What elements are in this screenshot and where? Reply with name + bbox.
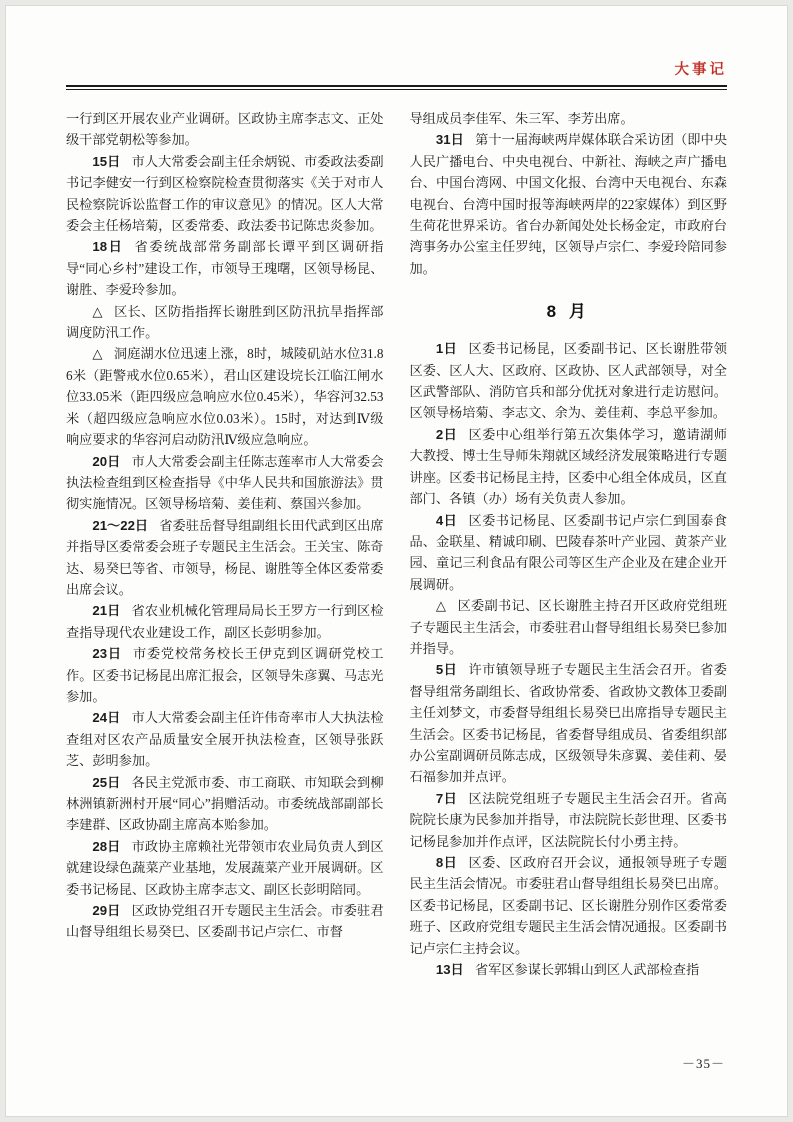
entry-date: 21日 (92, 603, 121, 619)
header-title: 大事记 (674, 62, 727, 78)
entry-text: 洞庭湖水位迅速上涨，8时，城陵矶站水位31.86米（距警戒水位0.65米），君山区建设垸长江临江闸水位33.05米（距四级应急响应水位0.45米），华容河32.53米（超四级应急响应水位0.03米）。15时，对达到Ⅳ级响应要求的华容河启动防汛Ⅳ级应急响应。 (66, 346, 384, 448)
entry-paragraph (66, 151, 384, 237)
entry-text: 省委驻岳督导组副组长田代武到区出席并指导区委常委会班子专题民主生活会。王关宝、陈奇达、易癸巳等省、市领导，杨昆、谢胜等全体区委常委出席会议。 (66, 517, 384, 597)
section-heading: 8 月 (546, 302, 590, 322)
entry-date: 23日 (92, 646, 122, 662)
entry-date: 21～22日 (92, 517, 149, 533)
entry-text: 市人大常委会副主任余炳锐、市委政法委副书记李健安一行到区检察院检查贯彻落实《关于对市人民检察院诉讼监督工作的审议意见》的情况。区人大常委会主任杨培菊，区委常委、政法委书记陈忠炎参加。 (66, 153, 384, 234)
entry-paragraph (66, 707, 384, 771)
entry-paragraph (66, 451, 384, 515)
entry-text: 区委、区政府召开会议，通报领导班子专题民主生活会情况。市委驻君山督导组组长易癸巳出席。区委书记杨昆，区委副书记、区长谢胜分别作区委常委班子、区政府党组专题民主生活会情况通报。区委副书记卢宗仁主持会议。 (409, 855, 727, 956)
entry-text: 区法院党组班子专题民主生活会召开。省高院院长康为民参加并指导，市法院院长彭世理、区委书记杨昆参加并作点评，区法院院长付小勇主持。 (409, 790, 727, 849)
entry-paragraph (66, 772, 384, 836)
entry-paragraph (66, 108, 384, 151)
entry-text: 市政协主席赖社光带领市农业局负责人到区就建设绿色蔬菜产业基地，发展蔬菜产业开展调研。区委书记杨昆、区政协主席李志文、副区长彭明陪同。 (66, 838, 384, 897)
entry-paragraph (410, 129, 728, 279)
text-columns (66, 108, 727, 980)
entry-text: 一行到区开展农业产业调研。区政协主席李志文、正处级干部党朝松等参加。 (66, 111, 384, 148)
page-number: －35－ (681, 1056, 725, 1071)
entry-date: 18日 (92, 239, 124, 255)
entry-paragraph (410, 108, 728, 129)
entry-date: △ (435, 598, 447, 614)
entry-date: 1日 (435, 341, 458, 357)
entry-text: 导组成员李佳军、朱三军、李芳出席。 (409, 111, 634, 126)
header-rule (66, 85, 727, 90)
entry-date: 2日 (435, 426, 458, 442)
entry-date: 25日 (92, 774, 121, 790)
entry-date: 29日 (92, 903, 121, 919)
entry-text: 各民主党派市委、市工商联、市知联会到柳林洲镇新洲村开展“同心”捐赠活动。市委统战部副部长李建群、区政协副主席高本贻参加。 (66, 774, 384, 833)
entry-paragraph (66, 515, 384, 601)
entry-paragraph (66, 900, 384, 943)
entry-text: 区政协党组召开专题民主生活会。市委驻君山督导组组长易癸巳、区委副书记卢宗仁、市督 (66, 903, 384, 940)
entry-date: 8日 (435, 855, 458, 870)
entry-paragraph (410, 788, 728, 852)
entry-paragraph (410, 595, 728, 659)
entry-paragraph (66, 236, 384, 300)
entry-date: 7日 (435, 790, 458, 806)
entry-paragraph (66, 643, 384, 707)
entry-date: △ (92, 346, 103, 362)
entry-date: 15日 (92, 153, 121, 169)
entry-text: 区委中心组举行第五次集体学习，邀请湖师大教授、博士生导师朱翔就区域经济发展策略进行专题讲座。区委书记杨昆主持，区委中心组全体成员，区直部门、各镇（办）场有关负责人参加。 (409, 426, 727, 507)
entry-date: 13日 (435, 962, 464, 978)
entry-text: 省军区参谋长郭辑山到区人武部检查指 (474, 962, 700, 978)
entry-text: 市人大常委会副主任陈志莲率市人大常委会执法检查组到区检查指导《中华人民共和国旅游法》贯彻实施情况。区领导杨培菊、姜佳莉、蔡国兴参加。 (66, 453, 384, 512)
right-column (410, 108, 728, 980)
entry-paragraph (410, 338, 728, 424)
entry-text: 许市镇领导班子专题民主生活会召开。省委督导组常务副组长、省政协常委、省政协文教体卫委副主任刘梦文，市委督导组组长易癸巳出席指导专题民主生活会。区委书记杨昆，省委督导组成员、省委组织部办公室副调研员陈志成，区级领导朱彦翼、姜佳莉、晏石福参加并点评。 (409, 662, 727, 785)
entry-text: 区委书记杨昆，区委副书记、区长谢胜带领区委、区人大、区政府、区政协、区人武部领导，对全区武警部队、消防官兵和部分优抚对象进行走访慰问。区领导杨培菊、李志文、余为、姜佳莉、李总平参加。 (409, 341, 727, 421)
entry-text: 第十一届海峡两岸媒体联合采访团（即中央人民广播电台、中央电视台、中新社、海峡之声广播电台、中国台湾网、中国文化报、台湾中天电视台、东森电视台、台湾中国时报等海峡两岸的22家媒体）到区野生荷花世界采访。省台办新闻处处长杨金定，市政府台湾事务办公室主任罗纯，区领导卢宗仁、李爱玲陪同参加。 (409, 132, 728, 276)
entry-paragraph (410, 959, 728, 980)
entry-paragraph (410, 510, 728, 596)
entry-date: 31日 (435, 132, 464, 148)
entry-paragraph (66, 343, 384, 450)
entry-paragraph (66, 301, 384, 344)
entry-paragraph (410, 659, 728, 787)
entry-paragraph (66, 600, 384, 643)
entry-text: 区长、区防指指挥长谢胜到区防汛抗旱指挥部调度防汛工作。 (66, 303, 384, 341)
entry-date: △ (92, 303, 103, 319)
entry-text: 省委统战部常务副部长谭平到区调研指导“同心乡村”建设工作，市领导王瑰曙，区领导杨昆、谢胜、李爱玲参加。 (66, 239, 384, 298)
page-header (66, 58, 727, 85)
entry-paragraph (410, 852, 728, 959)
left-column (66, 108, 384, 980)
entry-date: 28日 (92, 838, 121, 854)
entry-text: 市人大常委会副主任许伟奇率市人大执法检查组对区农产品质量安全展开执法检查，区领导张跃芝、彭明参加。 (66, 710, 384, 769)
entry-date: 20日 (92, 453, 121, 469)
entry-text: 区委副书记、区长谢胜主持召开区政府党组班子专题民主生活会，市委驻君山督导组组长易癸巳参加并指导。 (409, 598, 727, 656)
entry-date: 5日 (435, 662, 458, 678)
entry-text: 省农业机械化管理局局长王罗方一行到区检查指导现代农业建设工作，副区长彭明参加。 (66, 603, 384, 640)
entry-date: 4日 (435, 512, 458, 528)
entry-text: 市委党校常务校长王伊克到区调研党校工作。区委书记杨昆出席汇报会，区领导朱彦翼、马志光参加。 (66, 646, 384, 704)
entry-text: 区委书记杨昆、区委副书记卢宗仁到国泰食品、金联星、精诚印刷、巴陵春茶叶产业园、黄茶产业园、童记三利食品有限公司等区生产企业及在建企业开展调研。 (409, 512, 727, 592)
document-page (5, 5, 788, 1117)
entry-date: 24日 (92, 710, 121, 726)
entry-paragraph (410, 424, 728, 510)
entry-paragraph (66, 836, 384, 900)
